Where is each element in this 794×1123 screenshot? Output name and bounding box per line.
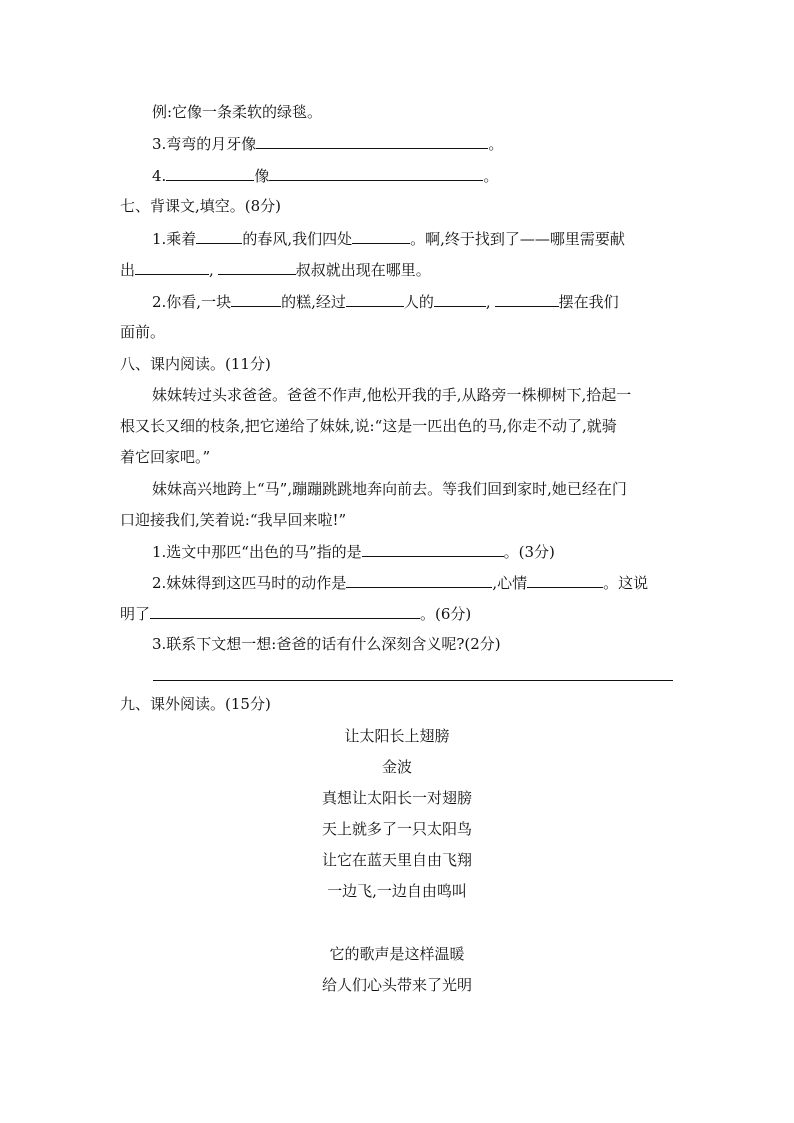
section-heading: 七、背课文,填空。(8分) <box>120 197 282 215</box>
question-6-4 <box>152 165 498 185</box>
answer-blank[interactable] <box>346 291 404 307</box>
passage-text: 根又长又细的枝条,把它递给了妹妹,说:“这是一匹出色的马,你走不动了,就骑 <box>120 417 617 435</box>
example-text: 例:它像一条柔软的绿毯。 <box>152 103 323 121</box>
poem-line-text: 一边飞,一边自由鸣叫 <box>327 882 467 900</box>
question-8-1 <box>152 541 555 561</box>
question-7-1-line-2 <box>120 259 431 279</box>
answer-blank[interactable] <box>269 165 483 181</box>
question-text: 的糕,经过 <box>281 293 346 311</box>
question-text: 2.你看,一块 <box>152 293 232 311</box>
question-8-2-line-2 <box>120 603 471 623</box>
answer-blank[interactable] <box>196 228 242 244</box>
passage-text: 口迎接我们,笑着说:“我早回来啦!” <box>120 511 347 529</box>
question-text: 。这说 <box>603 574 649 592</box>
passage-paragraph-1-line-1 <box>152 385 631 405</box>
question-text: 4. <box>152 167 167 185</box>
question-text: 出 <box>120 261 136 279</box>
answer-blank[interactable] <box>362 541 504 557</box>
question-7-1-line-1 <box>152 228 625 248</box>
question-text: 。(6分) <box>420 605 472 623</box>
question-text: 摆在我们 <box>558 293 619 311</box>
question-text: , <box>485 293 491 311</box>
poem-line <box>0 881 794 901</box>
answer-blank[interactable] <box>346 572 492 588</box>
poem-author <box>0 757 794 777</box>
question-text: 。 <box>488 135 504 153</box>
question-text: , <box>209 261 214 279</box>
answer-blank[interactable] <box>495 291 559 307</box>
question-text: 像 <box>254 167 270 185</box>
poem-line-text: 给人们心头带来了光明 <box>321 976 472 994</box>
poem-line-text: 真想让太阳长一对翅膀 <box>321 789 472 807</box>
question-text: 明了 <box>120 605 151 623</box>
answer-blank[interactable] <box>166 165 254 181</box>
section-heading: 九、课外阅读。(15分) <box>120 695 271 713</box>
poem-line <box>0 788 794 808</box>
passage-paragraph-2-line-1 <box>152 479 627 499</box>
poem-line <box>0 850 794 870</box>
poem-line-text: 让它在蓝天里自由飞翔 <box>321 851 472 869</box>
question-7-2-line-2 <box>120 322 165 342</box>
poem-title-text: 让太阳长上翅膀 <box>344 727 450 745</box>
question-text: 3.弯弯的月牙像 <box>152 135 257 153</box>
question-text: 人的 <box>403 293 434 311</box>
section-8-heading <box>120 354 271 374</box>
question-text: ,心情 <box>492 574 528 592</box>
question-text: 面前。 <box>120 323 166 341</box>
answer-blank[interactable] <box>231 291 281 307</box>
answer-blank[interactable] <box>150 603 420 619</box>
question-8-3 <box>152 634 501 654</box>
poem-line-text: 它的歌声是这样温暖 <box>329 945 465 963</box>
section-7-heading <box>120 196 281 216</box>
question-text: 。(3分) <box>503 543 555 561</box>
passage-text: 着它回家吧。” <box>120 448 211 466</box>
poem-line <box>0 819 794 839</box>
answer-blank[interactable] <box>218 259 296 275</box>
section-heading: 八、课内阅读。(11分) <box>120 355 271 373</box>
passage-paragraph-1-line-3 <box>120 447 210 467</box>
answer-blank[interactable] <box>135 259 209 275</box>
passage-text: 妹妹转过头求爸爸。爸爸不作声,他松开我的手,从路旁一株柳树下,拾起一 <box>152 386 632 404</box>
answer-blank[interactable] <box>256 133 488 149</box>
poem-line <box>0 975 794 995</box>
question-text: 3.联系下文想一想:爸爸的话有什么深刻含义呢?(2分) <box>152 635 501 653</box>
section-9-heading <box>120 694 271 714</box>
poem-author-text: 金波 <box>381 758 412 776</box>
answer-line[interactable] <box>153 680 673 681</box>
answer-blank[interactable] <box>352 228 410 244</box>
answer-blank[interactable] <box>527 572 603 588</box>
question-text: 2.妹妹得到这匹马时的动作是 <box>152 574 347 592</box>
question-text: 1.选文中那匹“出色的马”指的是 <box>152 543 362 561</box>
question-8-2-line-1 <box>152 572 648 592</box>
answer-blank[interactable] <box>434 291 486 307</box>
question-6-3 <box>152 133 503 153</box>
poem-title <box>0 726 794 746</box>
question-7-2-line-1 <box>152 291 619 311</box>
passage-paragraph-1-line-2 <box>120 416 617 436</box>
passage-text: 妹妹高兴地跨上“马”,蹦蹦跳跳地奔向前去。等我们回到家时,她已经在门 <box>152 480 627 498</box>
question-text: 叔叔就出现在哪里。 <box>295 261 431 279</box>
poem-line <box>0 944 794 964</box>
example-line <box>152 102 322 122</box>
question-text: 。 <box>483 167 499 185</box>
poem-line-text: 天上就多了一只太阳鸟 <box>321 820 472 838</box>
question-text: 的春风,我们四处 <box>242 230 353 248</box>
passage-paragraph-2-line-2 <box>120 510 346 530</box>
question-text: 1.乘着 <box>152 230 197 248</box>
question-text: 。啊,终于找到了——哪里需要献 <box>410 230 625 248</box>
